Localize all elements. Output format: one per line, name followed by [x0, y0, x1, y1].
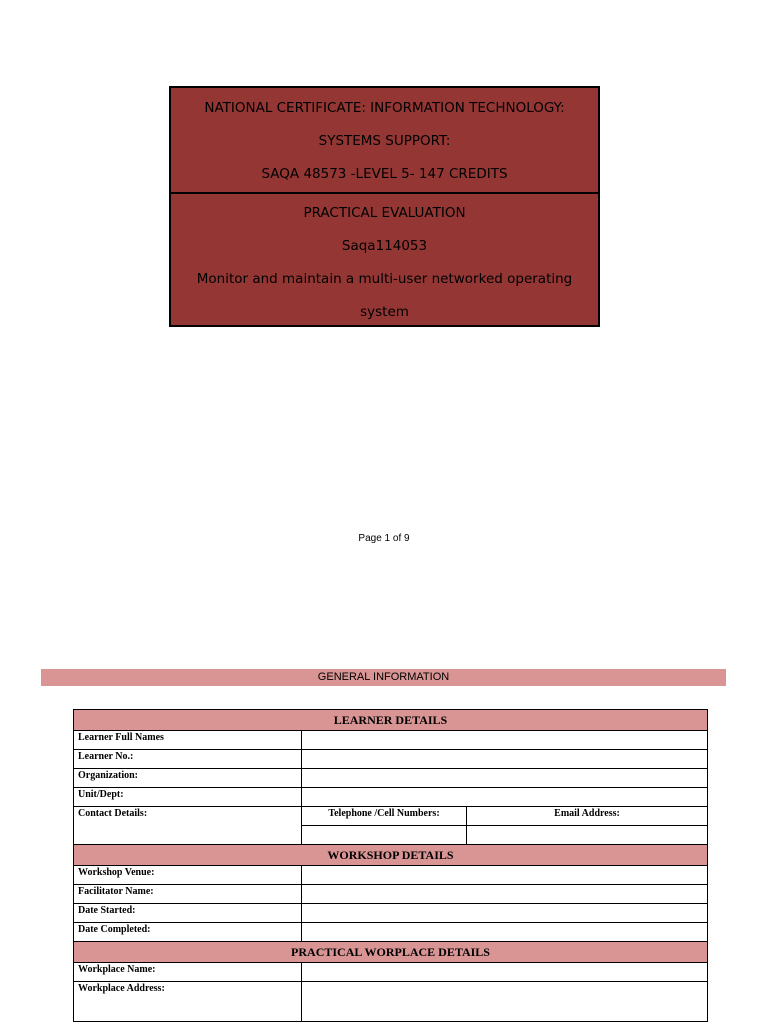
field-label: Workplace Address: — [74, 982, 302, 1022]
field-label: Facilitator Name: — [74, 885, 302, 904]
learner-full-names-field[interactable] — [302, 731, 708, 750]
table-row — [74, 923, 708, 942]
qualification-subtitle: SYSTEMS SUPPORT: — [318, 133, 451, 149]
qualification-saqa: SAQA 48573 -LEVEL 5- 147 CREDITS — [261, 166, 508, 182]
table-row — [74, 731, 708, 750]
telephone-field[interactable] — [302, 826, 467, 845]
field-label: Date Completed: — [74, 923, 302, 942]
table-row — [74, 982, 708, 1022]
evaluation-title: PRACTICAL EVALUATION — [303, 205, 466, 221]
page-number: Page 1 of 9 — [358, 533, 410, 544]
table-row — [74, 788, 708, 807]
qualification-block — [171, 88, 598, 194]
field-label: Learner Full Names — [74, 731, 302, 750]
qualification-title: NATIONAL CERTIFICATE: INFORMATION TECHNOLOGY: — [204, 100, 565, 116]
table-row — [74, 807, 708, 826]
unit-standard-code: Saqa114053 — [341, 238, 428, 254]
workshop-venue-field[interactable] — [302, 866, 708, 885]
unit-dept-field[interactable] — [302, 788, 708, 807]
field-label: Workshop Venue: — [74, 866, 302, 885]
date-started-field[interactable] — [302, 904, 708, 923]
table-row — [74, 904, 708, 923]
field-label: Contact Details: — [74, 807, 302, 845]
workplace-address-field[interactable] — [302, 982, 708, 1022]
section-row — [74, 710, 708, 731]
email-field[interactable] — [467, 826, 708, 845]
learner-no-field[interactable] — [302, 750, 708, 769]
table-row — [74, 866, 708, 885]
field-label: Date Started: — [74, 904, 302, 923]
workplace-name-field[interactable] — [302, 963, 708, 982]
email-label: Email Address: — [467, 807, 708, 826]
learner-details-heading: LEARNER DETAILS — [74, 710, 708, 731]
table-row — [74, 885, 708, 904]
unit-standard-title-line-2: system — [360, 304, 409, 320]
field-label: Organization: — [74, 769, 302, 788]
workplace-details-heading: PRACTICAL WORPLACE DETAILS — [74, 942, 708, 963]
date-completed-field[interactable] — [302, 923, 708, 942]
table-row — [74, 750, 708, 769]
organization-field[interactable] — [302, 769, 708, 788]
section-row — [74, 845, 708, 866]
unit-standard-title-line-1: Monitor and maintain a multi-user networked operating — [196, 271, 573, 287]
workshop-details-heading: WORKSHOP DETAILS — [74, 845, 708, 866]
facilitator-name-field[interactable] — [302, 885, 708, 904]
field-label: Unit/Dept: — [74, 788, 302, 807]
field-label: Learner No.: — [74, 750, 302, 769]
table-row — [74, 769, 708, 788]
details-table — [73, 709, 708, 1022]
telephone-label: Telephone /Cell Numbers: — [302, 807, 467, 826]
table-row — [74, 963, 708, 982]
evaluation-block — [171, 194, 598, 329]
general-information-heading: GENERAL INFORMATION — [41, 669, 726, 686]
field-label: Workplace Name: — [74, 963, 302, 982]
title-box — [169, 86, 600, 327]
section-row — [74, 942, 708, 963]
